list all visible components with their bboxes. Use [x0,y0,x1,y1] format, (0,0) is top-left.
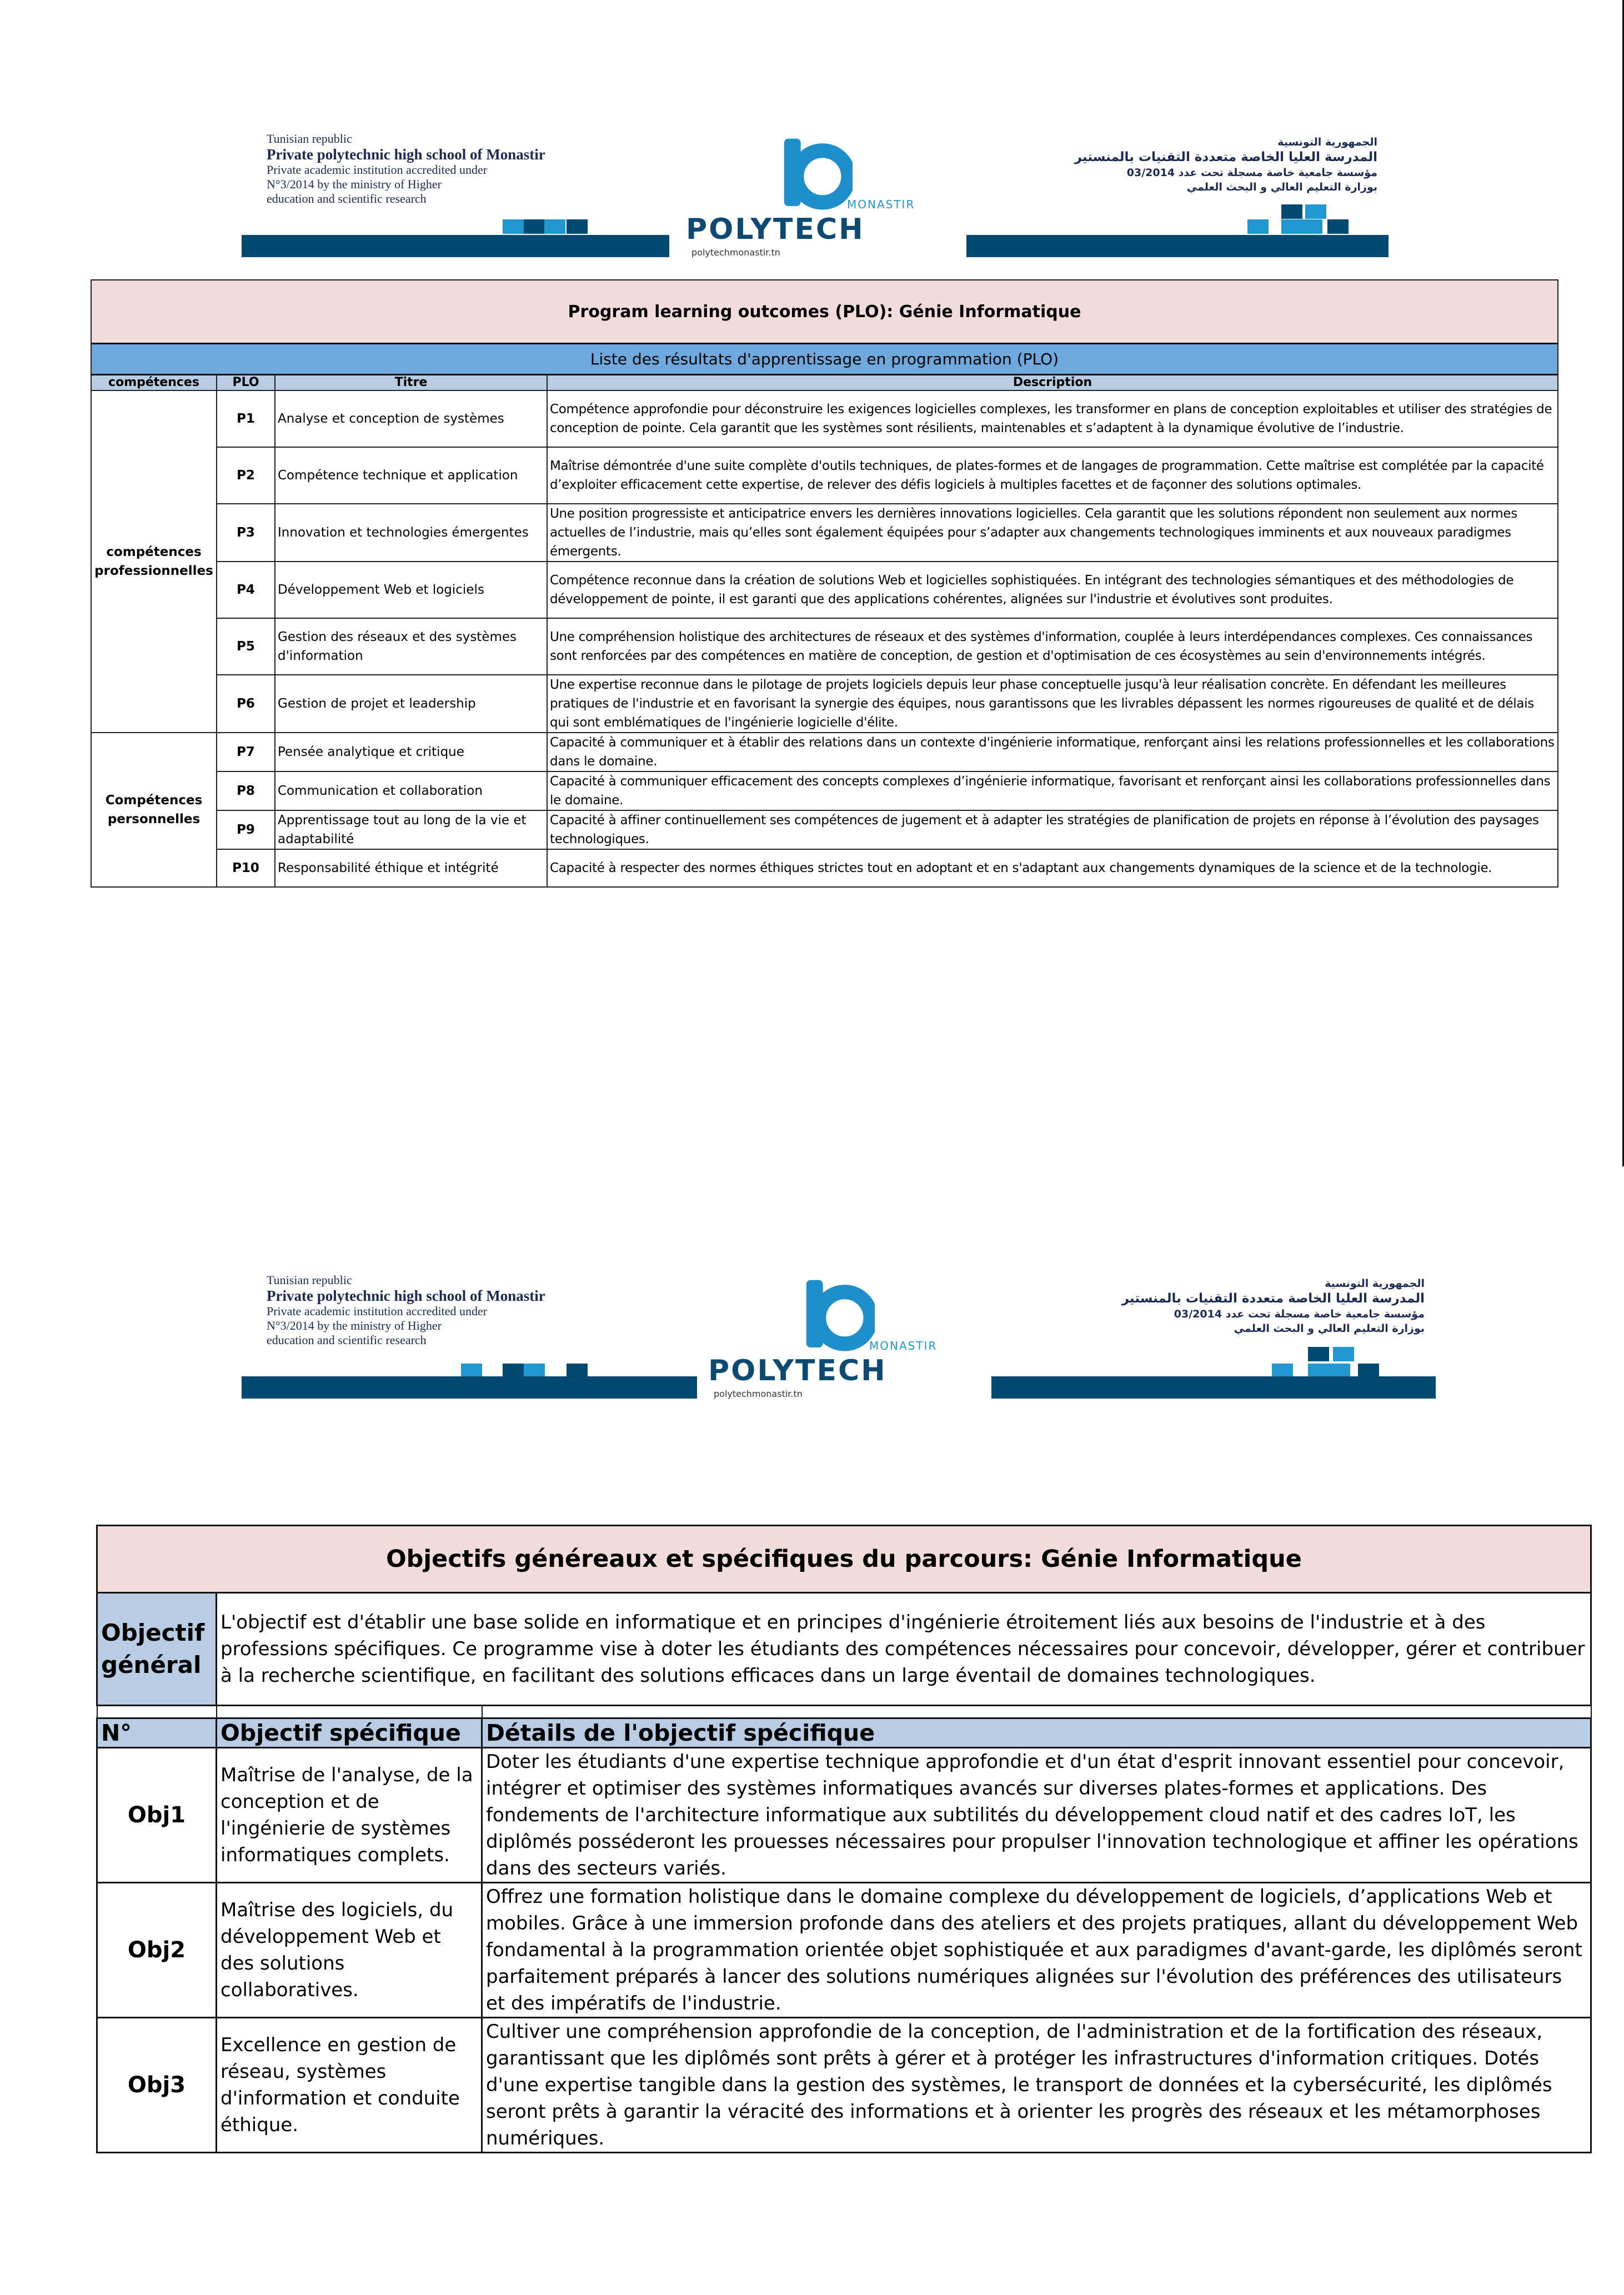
letterhead-en-line: N°3/2014 by the ministry of Higher [267,1319,442,1332]
plo-code: P2 [217,447,275,504]
decor-square [1327,219,1349,234]
table-row [97,1883,1591,2018]
plo-code: P8 [217,771,275,810]
logo-city: MONASTIR [847,198,915,211]
group-personnelles: Compétences personnelles [91,733,217,887]
plo-title: Apprentissage tout au long de la vie et adaptabilité [275,810,547,849]
table-row [91,733,1558,771]
decor-square [1305,204,1326,219]
letterhead-top [242,131,1389,261]
table-row [91,675,1558,733]
letterhead-en-line: Tunisian republic [267,132,352,146]
logo-p-icon [775,136,853,214]
objective-number: Obj1 [97,1748,217,1883]
plo-title: Communication et collaboration [275,771,547,810]
decor-square [1308,1347,1329,1361]
table-row [91,849,1558,887]
plo-table-title: Program learning outcomes (PLO): Génie Informatique [91,280,1558,344]
objective-specific: Maîtrise de l'analyse, de la conception et de l'ingénierie de systèmes informatiques complets. [217,1748,482,1883]
letterhead-ar-line: بوزارة التعليم العالي و البحث العلمي [1186,181,1377,193]
letterhead-arabic [1022,135,1377,194]
letterhead-band-right [966,235,1389,257]
letterhead-ar-line: مؤسسة جامعية خاصة مسجلة تحت عدد 03/2014 [1126,167,1377,179]
decor-square [1281,219,1302,234]
plo-title: Gestion des réseaux et des systèmes d'information [275,618,547,675]
table-row [91,810,1558,849]
plo-title: Responsabilité éthique et intégrité [275,849,547,887]
logo-wordmark: POLYTECH [708,1354,887,1387]
decor-square [544,219,565,234]
spacer-row [97,1706,1591,1718]
plo-title: Analyse et conception de systèmes [275,390,547,447]
plo-title: Développement Web et logiciels [275,562,547,618]
header-details: Détails de l'objectif spécifique [482,1718,1591,1748]
plo-code: P9 [217,810,275,849]
objective-number: Obj3 [97,2018,217,2153]
polytech-logo [703,1272,969,1402]
header-plo: PLO [217,375,275,391]
plo-code: P6 [217,675,275,733]
plo-description: Compétence approfondie pour déconstruire les exigences logicielles complexes, les transformer en plans de conception exploitables et utiliser des stratégies de conception de pointe. Cela garantit que les systèmes sont résilients, maintenables et s’adaptent à la dynamique évolutive de l’industrie. [547,390,1558,447]
table-row [91,771,1558,810]
spacer-cell [217,1706,482,1718]
header-description: Description [547,375,1558,391]
plo-code: P7 [217,733,275,771]
group-professionnelles: compétences professionnelles [91,390,217,733]
letterhead-ar-school: المدرسة العليا الخاصة متعددة التقنيات بالمنستير [1074,150,1377,164]
letterhead-band-right [991,1376,1436,1399]
letterhead-second [242,1272,1436,1402]
decor-square [1301,219,1322,234]
letterhead-arabic [1069,1276,1425,1336]
letterhead-en-line: N°3/2014 by the ministry of Higher [267,177,442,191]
header-titre: Titre [275,375,547,391]
plo-title: Gestion de projet et leadership [275,675,547,733]
polytech-logo [680,131,947,261]
table-row [91,447,1558,504]
plo-code: P1 [217,390,275,447]
plo-description: Capacité à respecter des normes éthiques strictes tout en adoptant et en s'adaptant aux changements dynamiques de la science et de la technologie. [547,849,1558,887]
plo-code: P5 [217,618,275,675]
letterhead-en-line: Private academic institution accredited under [267,1304,488,1318]
logo-p-icon [797,1277,875,1355]
general-objective-label: Objectif général [97,1593,217,1706]
decor-square [1247,219,1269,234]
letterhead-band-left [242,235,669,257]
letterhead-ar-line: الجمهورية التونسية [1325,1277,1425,1290]
plo-table [91,279,1558,888]
objective-details: Doter les étudiants d'une expertise technique approfondie et d'un état d'esprit innovant essentiel pour concevoir, intégrer et optimiser des systèmes informatiques avancés sur diverses plates-formes et applications. Des fondements de l'architecture informatique aux subtilités du développement cloud natif et des cadres IoT, les diplômés posséderont les prouesses nécessaires pour propulser l'innovation technologique et affiner les opérations dans des secteurs variés. [482,1748,1591,1883]
letterhead-en-line: education and scientific research [267,1333,427,1347]
letterhead-english [267,132,655,206]
plo-code: P10 [217,849,275,887]
spacer-cell [97,1706,217,1718]
table-row [97,1748,1591,1883]
table-row [91,618,1558,675]
general-objective-text: L'objectif est d'établir une base solide en informatique et en principes d'ingénierie étroitement liés aux besoins de l'industrie et à des professions spécifiques. Ce programme vise à doter les étudiants des compétences nécessaires pour concevoir, développer, gérer et contribuer à la recherche scientifique, en facilitant des solutions efficaces dans un large éventail de domaines technologiques. [217,1593,1591,1706]
logo-url: polytechmonastir.tn [714,1389,803,1399]
plo-description: Une position progressiste et anticipatrice envers les dernières innovations logicielles. Cela garantit que les solutions répondent non seulement aux normes actuelles de l’industrie, mais qu’elles sont également équipées pour s’adapter aux changements technologiques imminents et aux nouveaux paradigmes émergents. [547,504,1558,562]
letterhead-ar-line: مؤسسة جامعية خاصة مسجلة تحت عدد 03/2014 [1174,1308,1425,1320]
letterhead-en-line: Tunisian republic [267,1273,352,1287]
plo-title: Compétence technique et application [275,447,547,504]
plo-description: Capacité à communiquer efficacement des concepts complexes d’ingénierie informatique, favorisant et renforçant ainsi les collaborations professionnelles dans le domaine. [547,771,1558,810]
spacer-cell [482,1706,1591,1718]
plo-description: Compétence reconnue dans la création de solutions Web et logicielles sophistiquées. En intégrant des technologies sémantiques et des méthodologies de développement de pointe, il est garanti que des applications cohérentes, alignées sur l'industrie et évolutives sont produites. [547,562,1558,618]
header-num: N° [97,1718,217,1748]
plo-code: P4 [217,562,275,618]
plo-title: Pensée analytique et critique [275,733,547,771]
table-row [91,390,1558,447]
logo-city: MONASTIR [869,1339,938,1352]
letterhead-band-left [242,1376,697,1399]
plo-code: P3 [217,504,275,562]
decor-square [503,219,524,234]
table-row [91,562,1558,618]
letterhead-en-school: Private polytechnic high school of Monastir [267,1287,545,1304]
decor-square [567,219,588,234]
plo-description: Capacité à communiquer et à établir des relations dans un contexte d'ingénierie informatique, renforçant ainsi les relations professionnelles et les collaborations dans le domaine. [547,733,1558,771]
plo-title: Innovation et technologies émergentes [275,504,547,562]
plo-description: Une compréhension holistique des architectures de réseaux et des systèmes d'information, couplée à leurs interdépendances complexes. Ces connaissances sont renforcées par des compétences en matière de conception, de gestion et d'optimisation de ces écosystèmes au sein d'environnements intégrés. [547,618,1558,675]
letterhead-en-school: Private polytechnic high school of Monastir [267,146,545,163]
letterhead-ar-line: الجمهورية التونسية [1277,136,1377,148]
table-row [91,504,1558,562]
letterhead-ar-school: المدرسة العليا الخاصة متعددة التقنيات بالمنستير [1121,1291,1425,1306]
objective-specific: Excellence en gestion de réseau, systèmes d'information et conduite éthique. [217,2018,482,2153]
letterhead-ar-line: بوزارة التعليم العالي و البحث العلمي [1234,1322,1425,1335]
objectives-table [96,1525,1592,2153]
plo-table-subtitle: Liste des résultats d'apprentissage en programmation (PLO) [91,344,1558,375]
letterhead-english [267,1273,655,1347]
objective-details: Offrez une formation holistique dans le domaine complexe du développement de logiciels, d’applications Web et mobiles. Grâce à une immersion profonde dans des ateliers et des projets pratiques, allant du développement Web fondamental à la programmation orientée objet sophistiquée et aux paradigmes d'avant-garde, les diplômés seront parfaitement préparés à lancer des solutions numériques alignées sur l'évolution des préférences des utilisateurs et des impératifs de l'industrie. [482,1883,1591,2018]
plo-description: Maîtrise démontrée d'une suite complète d'outils techniques, de plates-formes et de langages de programmation. Cette maîtrise est complétée par la capacité d’exploiter efficacement cette expertise, de relever des défis logiciels à multiples facettes et de façonner des solutions optimales. [547,447,1558,504]
objective-number: Obj2 [97,1883,217,2018]
header-competences: compétences [91,375,217,391]
logo-wordmark: POLYTECH [686,213,865,246]
header-objective: Objectif spécifique [217,1718,482,1748]
plo-description: Une expertise reconnue dans le pilotage de projets logiciels depuis leur phase conceptuelle jusqu'à leur réalisation concrète. En défendant les meilleures pratiques de l'industrie et en favorisant la synergie des équipes, nous garantissons que les livrables dépassent les normes rigoureuses de qualité et de délais qui sont emblématiques de l'ingénierie logicielle d'élite. [547,675,1558,733]
decor-square [1333,1347,1354,1361]
objective-specific: Maîtrise des logiciels, du développement Web et des solutions collaboratives. [217,1883,482,2018]
letterhead-en-line: Private academic institution accredited under [267,163,488,177]
letterhead-en-line: education and scientific research [267,192,427,206]
decor-square [1281,204,1302,219]
table-row [97,2018,1591,2153]
logo-url: polytechmonastir.tn [691,247,780,258]
decor-square [524,219,545,234]
objectives-table-title: Objectifs généreaux et spécifiques du parcours: Génie Informatique [97,1526,1591,1593]
plo-description: Capacité à affiner continuellement ses compétences de jugement et à adapter les stratégies de planification de projets en réponse à l’évolution des paysages technologiques. [547,810,1558,849]
objective-details: Cultiver une compréhension approfondie de la conception, de l'administration et de la fortification des réseaux, garantissant que les diplômés sont prêts à gérer et à protéger les infrastructures d'information critiques. Dotés d'une expertise tangible dans la gestion des systèmes, le transport de données et la cybersécurité, les diplômés seront prêts à garantir la véracité des informations et à orienter les progrès des réseaux et les métamorphoses numériques. [482,2018,1591,2153]
